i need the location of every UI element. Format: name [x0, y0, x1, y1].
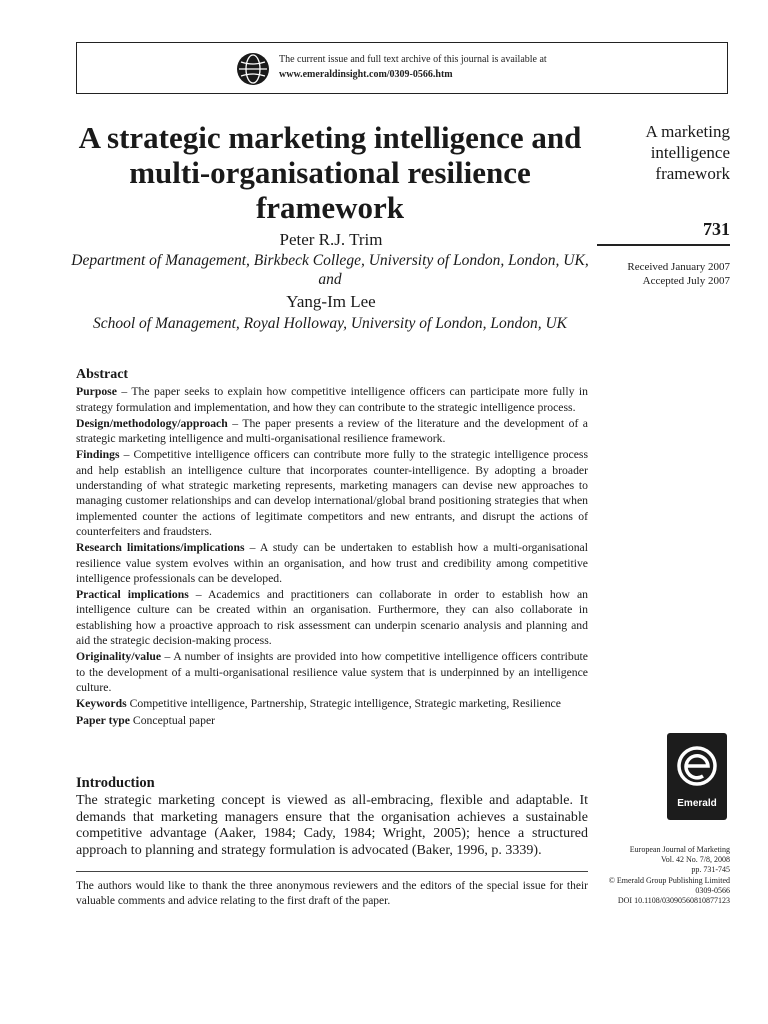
abstract-design [76, 416, 588, 447]
section-label: Originality/value [76, 650, 162, 664]
section-label: Purpose [76, 385, 117, 399]
page-number-rule [597, 244, 730, 246]
section-text: – The paper presents a review of the literature and the development of a strategic marketing intelligence and multi-organisational resilience framework. [76, 416, 588, 446]
paper-title: A strategic marketing intelligence and multi-organisational resilience framework [78, 120, 582, 225]
journal-issn: 0309-0566 [695, 885, 730, 895]
abstract [76, 367, 588, 729]
emerald-e-icon [673, 739, 721, 793]
section-label: Findings [76, 448, 120, 462]
section-label: Keywords [76, 697, 127, 711]
section-text: Competitive intelligence, Partnership, Strategic intelligence, Strategic marketing, Resilience [126, 697, 561, 711]
banner-url-link[interactable]: www.emeraldinsight.com/0309-0566.htm [279, 69, 453, 80]
emerald-logo-text: Emerald [677, 798, 717, 809]
introduction [76, 775, 588, 860]
section-text: – A number of insights are provided into how competitive intelligence officers contribute to the development of a multi-organisational resilience value system that is underpinned by an intelligence culture. [76, 650, 588, 694]
author-name-2: Yang-Im Lee [286, 292, 376, 311]
abstract-practical [76, 587, 588, 648]
section-label: Paper type [76, 713, 130, 727]
journal-name: European Journal of Marketing [629, 845, 730, 854]
introduction-heading: Introduction [76, 775, 155, 791]
journal-copyright: © Emerald Group Publishing Limited [608, 875, 730, 885]
author-name-1: Peter R.J. Trim [279, 230, 383, 249]
section-label: Practical implications [76, 588, 189, 602]
author-affiliation-2: School of Management, Royal Holloway, University of London, London, UK [92, 315, 567, 332]
globe-icon [236, 52, 270, 86]
page-number: 731 [703, 219, 730, 239]
abstract-paper-type [76, 713, 588, 728]
introduction-text: The strategic marketing concept is viewed as all-embracing, flexible and adaptable. It demands that marketing managers ensure that the organisation achieves a sustainable competitive advantage (Aaker, 1984; Cady, 1984; Wright, 2005); hence a structured approach to planning and strategy formulation is advocated (Baker, 1996, p. 3339). [76, 792, 588, 859]
section-text: – A study can be undertaken to establish how a multi-organisational resilience value system evolves within an organisation, and how trust and credibility among competitive intelligence professionals can be developed. [76, 541, 588, 585]
section-label: Design/methodology/approach [76, 416, 228, 430]
section-label: Research limitations/implications [76, 541, 245, 555]
dates-block [598, 260, 730, 288]
journal-doi: DOI 10.1108/03090560810877123 [617, 896, 730, 906]
abstract-originality [76, 649, 588, 695]
banner-text [279, 52, 547, 82]
accepted-date: Accepted July 2007 [642, 275, 730, 287]
section-text: – Academics and practitioners can collaborate in order to establish how an intelligence culture can be created within an organisation. Furthermore, they can also collaborate in establishing how a proactive approach to risk assessment can underpin scenario analysis and planning and aid the strategic decision-making process. [76, 588, 588, 648]
journal-info [590, 845, 730, 906]
section-text: – Competitive intelligence officers can contribute more fully to the strategic intelligence process and help establish an intelligence culture that incorporates counter-intelligence. By adopting a broader understanding of what strategic marketing represents, marketing managers can devise new approaches to managing customer relationships and can develop international/global brand positioning strategies that when implemented counter the actions of legitimate competitors and new entrants, and disrupt the actions of counterfeiters and fraudsters. [76, 448, 588, 538]
abstract-purpose [76, 384, 588, 415]
abstract-keywords [76, 696, 588, 711]
journal-volume: Vol. 42 No. 7/8, 2008 [661, 855, 730, 865]
abstract-heading: Abstract [76, 367, 129, 382]
abstract-findings [76, 447, 588, 539]
banner-line: The current issue and full text archive of this journal is available at [279, 54, 547, 65]
received-date: Received January 2007 [627, 261, 730, 273]
footnote-rule [76, 871, 588, 872]
section-text: Conceptual paper [130, 713, 216, 727]
footnote: The authors would like to thank the three anonymous reviewers and the editors of the special issue for their valuable comments and advice relating to the first draft of the paper. [76, 880, 588, 907]
journal-pages: pp. 731-745 [691, 865, 730, 875]
running-title: A marketing intelligence framework [645, 122, 730, 183]
author-affiliation-1: Department of Management, Birkbeck College, University of London, London, UK, and [71, 252, 589, 288]
abstract-limitations [76, 540, 588, 586]
section-text: – The paper seeks to explain how competitive intelligence officers can participate more fully in strategy formulation and implementation, and how they can contribute to the strategic intelligence process. [76, 385, 588, 414]
